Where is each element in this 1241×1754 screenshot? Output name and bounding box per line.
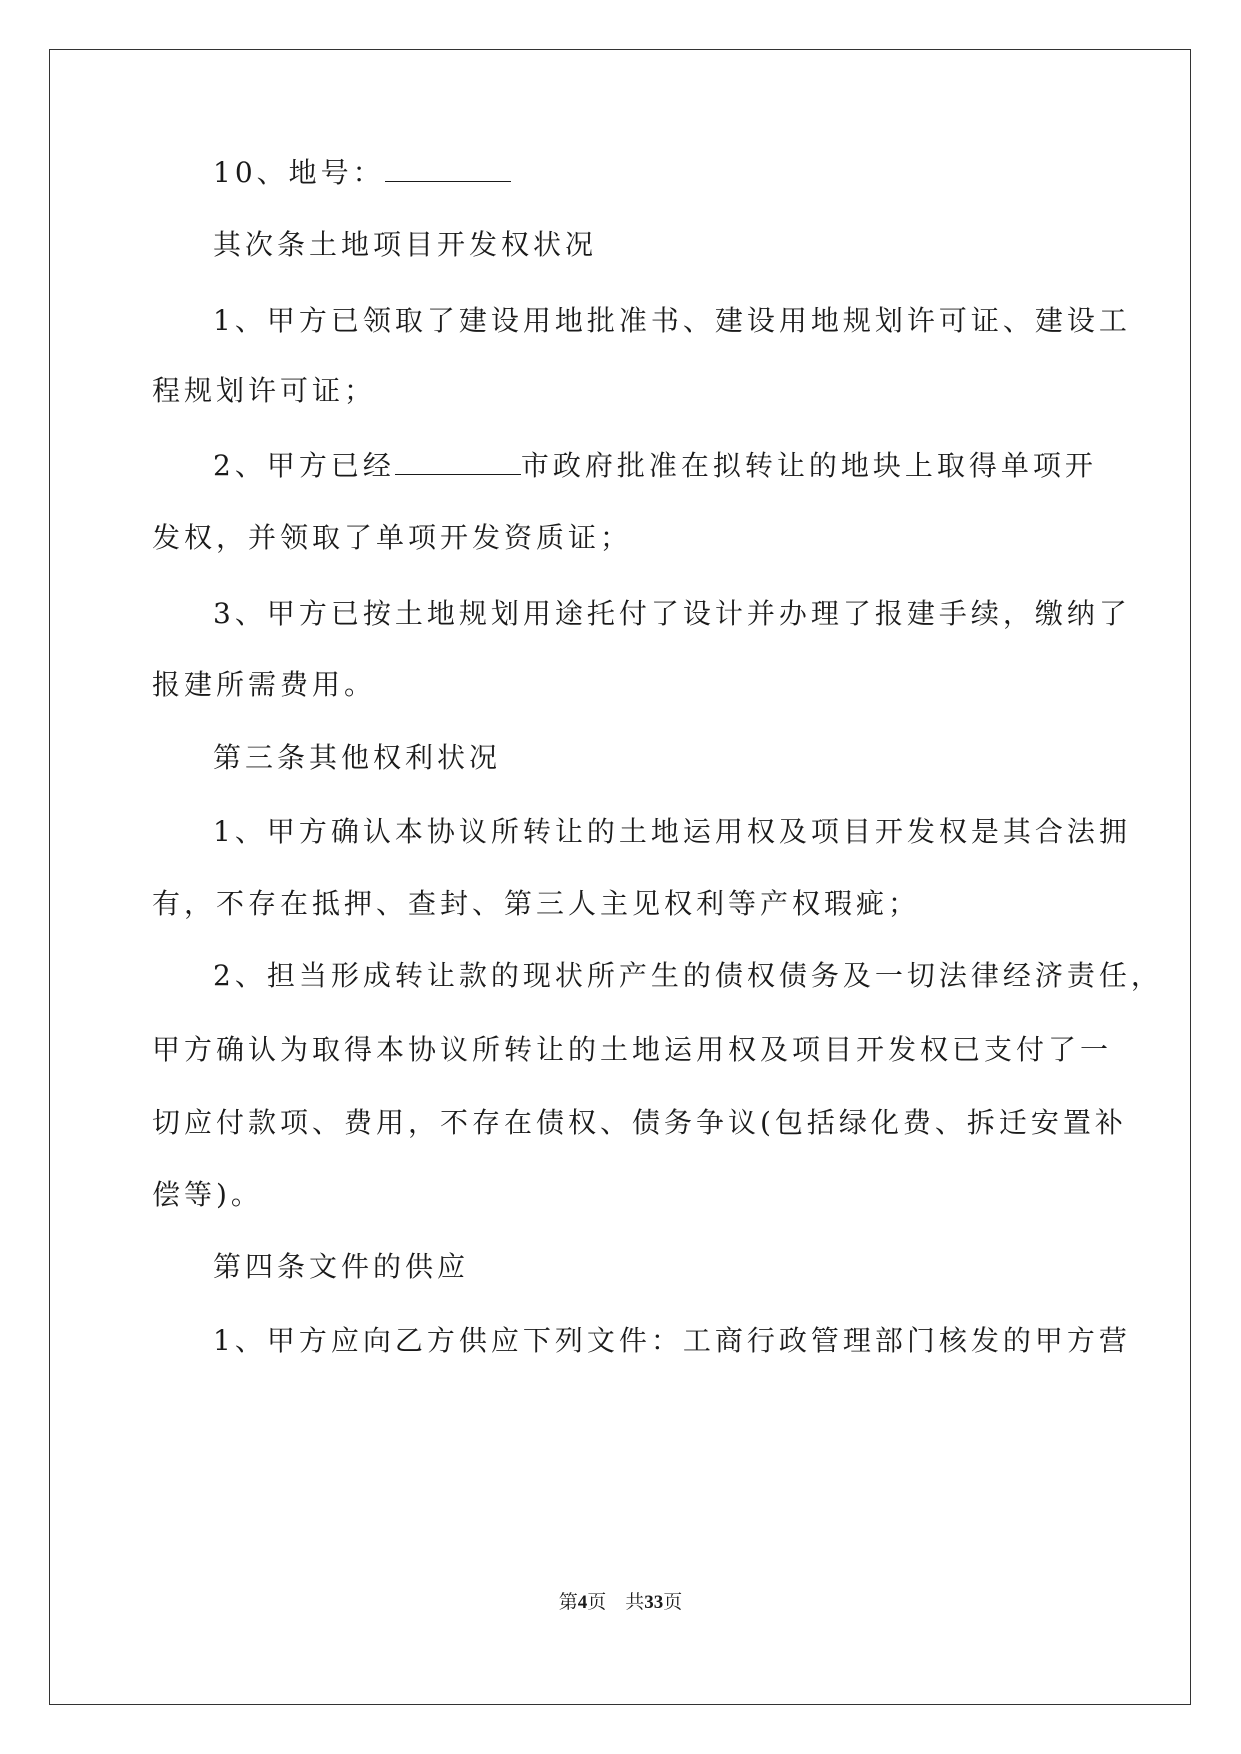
footer-total-suffix: 页 <box>663 1592 683 1613</box>
footer-page-prefix: 第 <box>558 1592 578 1613</box>
paragraph-line: 甲方确认为取得本协议所转让的土地运用权及项目开发权已支付了一 <box>152 1033 1113 1066</box>
land-number-label: 10、地号： <box>213 156 385 189</box>
page-footer <box>0 1591 1241 1615</box>
footer-total-prefix: 共 <box>625 1592 645 1613</box>
footer-page-suffix: 页 <box>587 1592 607 1613</box>
paragraph-line: 有，不存在抵押、查封、第三人主见权利等产权瑕疵； <box>152 887 921 920</box>
current-page-number: 4 <box>577 1592 588 1613</box>
paragraph-line: 发权，并领取了单项开发资质证； <box>152 521 633 554</box>
city-approval-pre-text: 2、甲方已经 <box>213 449 395 482</box>
paragraph-line: 偿等)。 <box>152 1178 263 1211</box>
city-name-blank-field <box>395 446 521 475</box>
paragraph-line: 程规划许可证； <box>152 374 377 407</box>
text-line-land-number <box>213 153 511 193</box>
section-heading-article-4: 第四条文件的供应 <box>213 1250 470 1283</box>
section-heading-article-3: 第三条其他权利状况 <box>213 741 502 774</box>
total-pages-number: 33 <box>644 1592 664 1613</box>
section-heading-article-2: 其次条土地项目开发权状况 <box>213 228 598 261</box>
paragraph-line: 2、担当形成转让款的现状所产生的债权债务及一切法律经济责任， <box>213 959 1163 992</box>
page-frame <box>49 49 1191 1705</box>
paragraph-line: 报建所需费用。 <box>152 668 377 701</box>
city-approval-post-text: 市政府批准在拟转让的地块上取得单项开 <box>520 449 1097 482</box>
land-number-blank-field <box>385 153 511 182</box>
paragraph-line: 3、甲方已按土地规划用途托付了设计并办理了报建手续，缴纳了 <box>213 597 1131 630</box>
paragraph-line: 1、甲方确认本协议所转让的土地运用权及项目开发权是其合法拥 <box>213 815 1131 848</box>
text-line-city-approval <box>213 446 1097 486</box>
paragraph-line: 1、甲方已领取了建设用地批准书、建设用地规划许可证、建设工 <box>213 304 1131 337</box>
paragraph-line: 切应付款项、费用，不存在债权、债务争议(包括绿化费、拆迁安置补 <box>152 1106 1127 1139</box>
paragraph-line: 1、甲方应向乙方供应下列文件：工商行政管理部门核发的甲方营 <box>213 1324 1131 1357</box>
